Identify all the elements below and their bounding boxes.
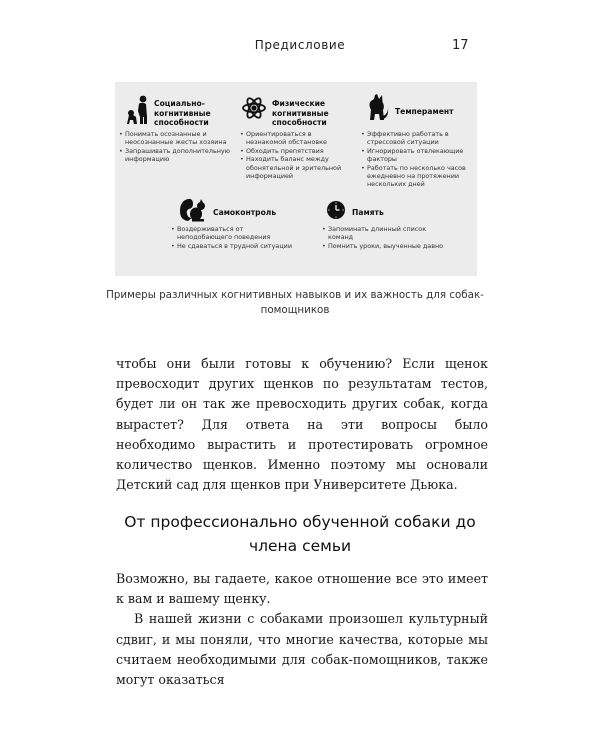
cognitive-skills-figure [115, 82, 477, 276]
bullet-item: • Запрашивать дополнительную информацию [119, 147, 231, 164]
bullet-item: • Эффективно работать в стрессовой ситуации [361, 130, 475, 147]
dog-and-person-icon [126, 95, 150, 125]
figure-cell-title: Темперамент [395, 107, 454, 116]
paragraph-text: чтобы они были готовы к обучению? Если щенок превосходит других щенков по результатам тестов, будет ли он так же превосходить других собак, когда вырастет? Для ответа на эти вопросы было необходимо вырастить и протестировать огромное количество щенков. Именно поэтому мы основали Детский сад для щенков при Университете Дьюка. [116, 356, 488, 493]
bullet-item: • Обходить препятствия [240, 147, 352, 155]
figure-cell-title: Память [352, 208, 384, 217]
bullet-item: • Запоминать длинный список команд [322, 225, 450, 242]
body-paragraph [116, 569, 488, 690]
bullet-item: • Работать по несколько часов ежедневно на протяжении нескольких дней [361, 164, 475, 189]
bullet-item: • Помнить уроки, выученные давно [322, 242, 450, 250]
figure-cell-title: Социально-когнитивные способности [154, 99, 211, 127]
figure-cell-bullets [361, 130, 475, 189]
fox-icon [365, 92, 389, 122]
figure-cell-bullets [240, 130, 352, 180]
bullet-item: • Не сдаваться в трудной ситуации [171, 242, 299, 250]
figure-caption: Примеры различных когнитивных навыков и их важность для собак-помощников [106, 289, 484, 316]
bullet-item: • Ориентироваться в незнакомой обстановке [240, 130, 352, 147]
figure-cell-bullets [119, 130, 231, 164]
figure-cell-title: Физические когнитивные способности [272, 99, 329, 127]
figure-cell-bullets [322, 225, 450, 250]
section-heading: От профессионально обученной собаки до члена семьи [124, 513, 476, 555]
paragraph-text: В нашей жизни с собаками произошел культурный сдвиг, и мы поняли, что многие качества, которые мы считаем необходимыми для собак-помощников, также могут оказаться [116, 611, 488, 688]
bullet-item: • Воздерживаться от неподобающего поведения [171, 225, 299, 242]
atom-icon [241, 95, 267, 121]
bullet-item: • Понимать осознанные и неосознанные жесты хозяина [119, 130, 231, 147]
squirrel-icon [178, 196, 208, 222]
figure-cell-bullets [171, 225, 299, 250]
bullet-item: • Находить баланс между обонятельной и зрительной информацией [240, 155, 352, 180]
paragraph-text: Возможно, вы гадаете, какое отношение все это имеет к вам и вашему щенку. [116, 571, 488, 607]
bullet-item: • Игнорировать отвлекающие факторы [361, 147, 475, 164]
body-paragraph [116, 354, 488, 495]
figure-cell-title: Самоконтроль [213, 208, 277, 217]
page-number: 17 [452, 38, 469, 53]
chapter-title: Предисловие [254, 38, 346, 52]
clock-icon [326, 200, 346, 220]
running-header [0, 38, 600, 58]
